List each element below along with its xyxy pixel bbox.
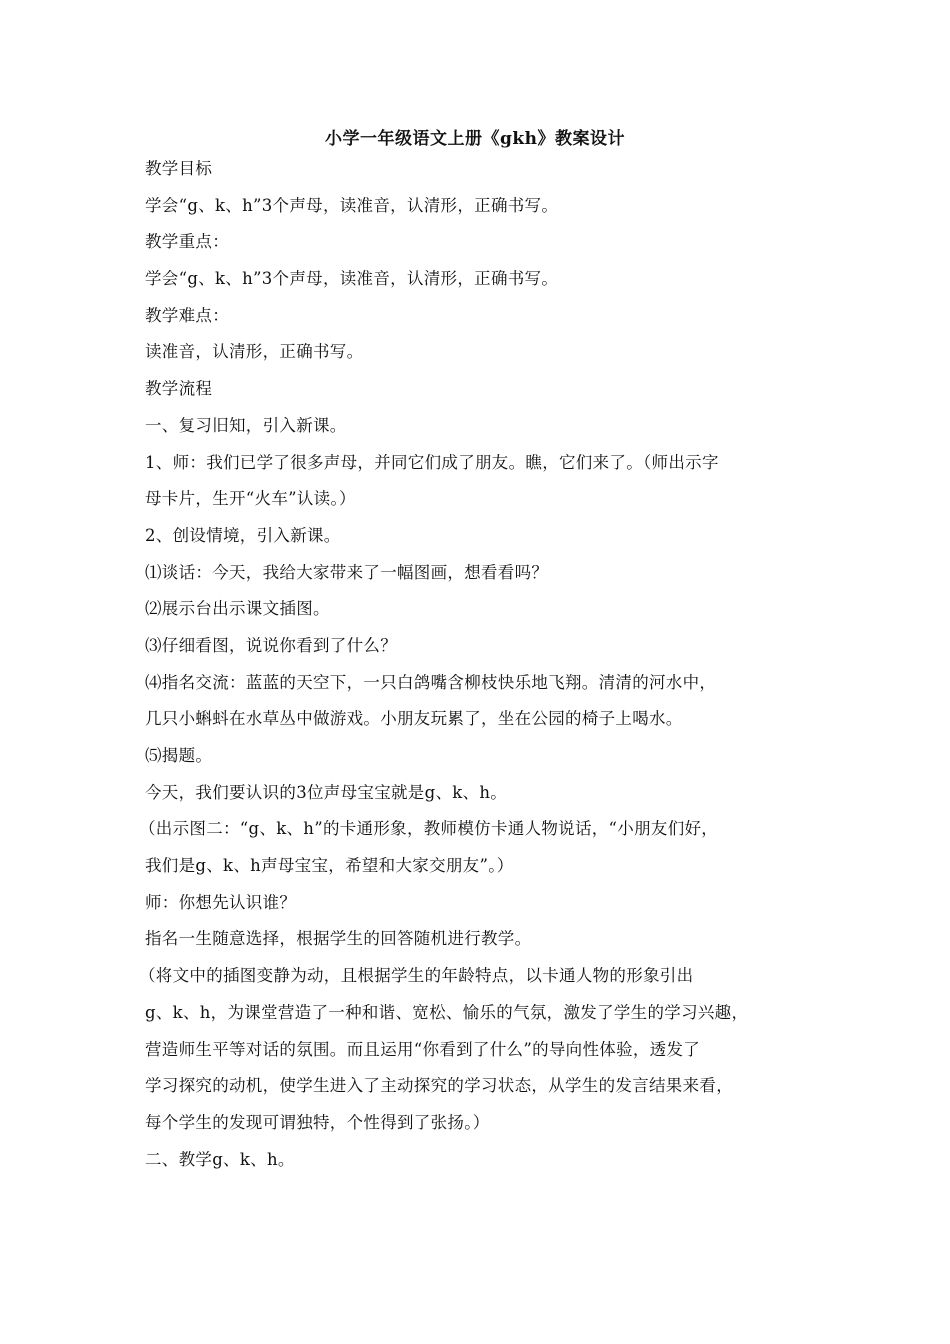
document-body (139, 151, 825, 1178)
text-line: ⑶仔细看图，说说你看到了什么？ (145, 635, 397, 655)
text-line: ⑸揭题。 (145, 746, 213, 765)
text-line: 读准音，认清形，正确书写。 (145, 342, 364, 362)
text-line: 几只小蝌蚪在水草丛中做游戏。小朋友玩累了，坐在公园的椅子上喝水。 (145, 709, 683, 729)
text-line: 母卡片，生开“火车”认读。） (145, 489, 356, 509)
text-line: 教学流程 (145, 379, 213, 399)
text-line: （将文中的插图变静为动，且根据学生的年龄特点，以卡通人物的形象引出 (139, 966, 694, 986)
text-line: 学会“g、k、h”3个声母，读准音，认清形，正确书写。 (145, 195, 559, 215)
document-title: 小学一年级语文上册《gkh》教案设计 (324, 129, 626, 149)
text-line: （出示图二：“g、k、h”的卡通形象，教师模仿卡通人物说话，“小朋友们好， (139, 819, 719, 839)
text-line: 指名一生随意选择，根据学生的回答随机进行教学。 (145, 929, 532, 949)
text-line: 一、复习旧知，引入新课。 (145, 415, 347, 435)
text-line: 教学难点： (145, 305, 229, 325)
text-line: 学习探究的动机，使学生进入了主动探究的学习状态，从学生的发言结果来看， (145, 1076, 733, 1096)
text-line: ⑴谈话：今天，我给大家带来了一幅图画，想看看吗？ (145, 562, 549, 582)
text-line: 每个学生的发现可谓独特，个性得到了张扬。） (145, 1112, 490, 1132)
text-line: 1、师：我们已学了很多声母，并同它们成了朋友。瞧，它们来了。（师出示字 (145, 452, 719, 472)
text-line: 今天，我们要认识的3位声母宝宝就是g、k、h。 (145, 782, 508, 802)
text-line: ⑷指名交流：蓝蓝的天空下，一只白鸽嘴含柳枝快乐地飞翔。清清的河水中， (145, 672, 717, 692)
text-line: 我们是g、k、h声母宝宝，希望和大家交朋友”。） (145, 856, 514, 876)
text-line: ⑵展示台出示课文插图。 (145, 599, 330, 619)
text-line: 二、教学g、k、h。 (145, 1149, 295, 1169)
text-line: 教学重点： (145, 232, 229, 252)
text-line: 营造师生平等对话的氛围。而且运用“你看到了什么”的导向性体验，透发了 (145, 1039, 701, 1059)
text-line: g、k、h，为课堂营造了一种和谐、宽松、愉乐的气氛，激发了学生的学习兴趣， (145, 1002, 749, 1022)
text-line: 2、创设情境，引入新课。 (145, 525, 341, 545)
text-line: 学会“g、k、h”3个声母，读准音，认清形，正确书写。 (145, 269, 559, 289)
text-line: 教学目标 (145, 159, 213, 178)
text-line: 师：你想先认识谁？ (145, 892, 297, 912)
